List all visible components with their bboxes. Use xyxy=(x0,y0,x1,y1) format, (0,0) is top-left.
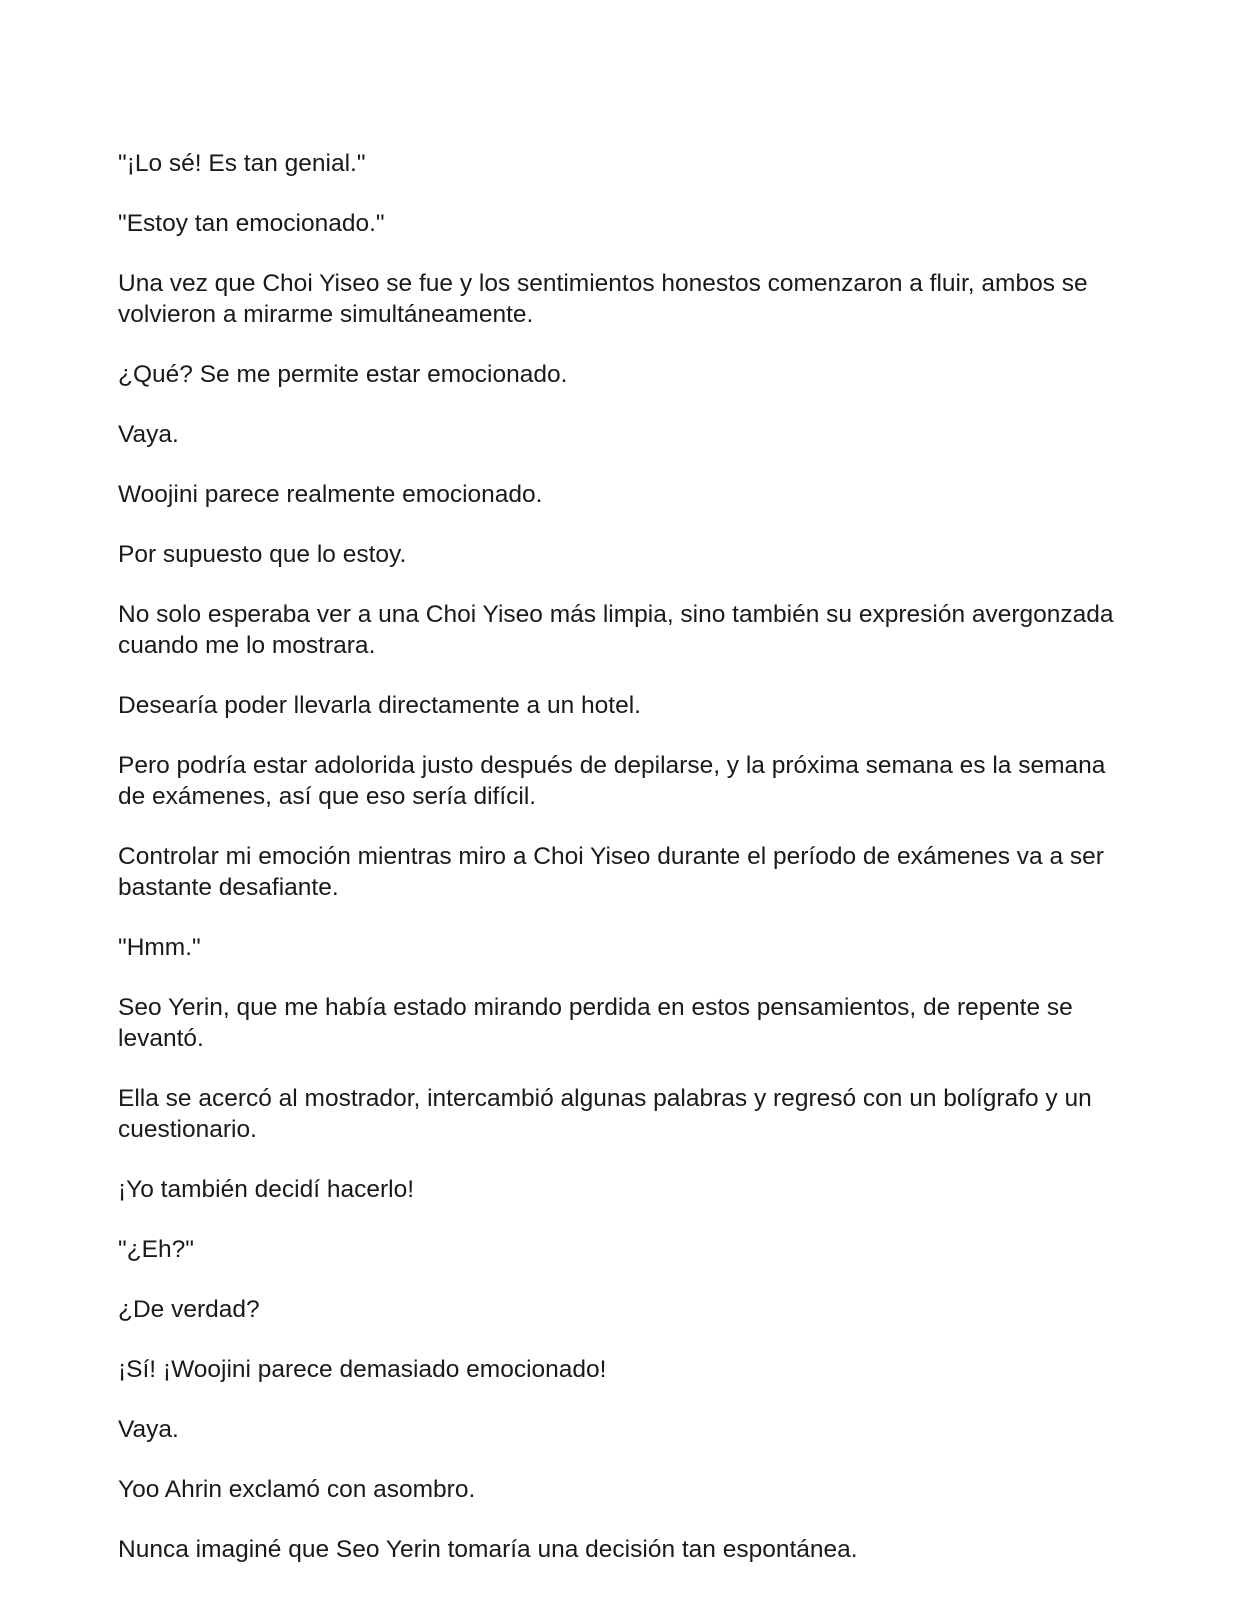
paragraph: Vaya. xyxy=(118,1416,179,1443)
paragraph: Vaya. xyxy=(118,421,179,448)
paragraph: ¿Qué? Se me permite estar emocionado. xyxy=(118,361,568,388)
paragraph: Por supuesto que lo estoy. xyxy=(118,541,407,568)
paragraph: Desearía poder llevarla directamente a un hotel. xyxy=(118,692,641,719)
paragraph: No solo esperaba ver a una Choi Yiseo más limpia, sino también su expresión avergonzada cuando me lo mostrara. xyxy=(118,601,1114,659)
paragraph: "Estoy tan emocionado." xyxy=(118,210,385,237)
paragraph: ¡Sí! ¡Woojini parece demasiado emocionado! xyxy=(118,1356,607,1383)
paragraph: "¡Lo sé! Es tan genial." xyxy=(118,150,366,177)
paragraph: Pero podría estar adolorida justo después de depilarse, y la próxima semana es la semana de exámenes, así que eso sería difícil. xyxy=(118,752,1106,810)
paragraph: "Hmm." xyxy=(118,934,201,961)
paragraph: ¿De verdad? xyxy=(118,1296,260,1323)
paragraph: ¡Yo también decidí hacerlo! xyxy=(118,1176,414,1203)
paragraph: Ella se acercó al mostrador, intercambió algunas palabras y regresó con un bolígrafo y un cuestionario. xyxy=(118,1085,1092,1143)
paragraph: Woojini parece realmente emocionado. xyxy=(118,481,543,508)
paragraph: Nunca imaginé que Seo Yerin tomaría una decisión tan espontánea. xyxy=(118,1536,858,1563)
paragraph: Una vez que Choi Yiseo se fue y los sentimientos honestos comenzaron a fluir, ambos se volvieron a mirarme simultáneamente. xyxy=(118,270,1088,328)
paragraph: Controlar mi emoción mientras miro a Choi Yiseo durante el período de exámenes va a ser bastante desafiante. xyxy=(118,843,1104,901)
paragraph: Seo Yerin, que me había estado mirando perdida en estos pensamientos, de repente se levantó. xyxy=(118,994,1073,1052)
paragraph: "¿Eh?" xyxy=(118,1236,194,1263)
paragraph: Yoo Ahrin exclamó con asombro. xyxy=(118,1476,476,1503)
document-body xyxy=(118,148,1128,1594)
